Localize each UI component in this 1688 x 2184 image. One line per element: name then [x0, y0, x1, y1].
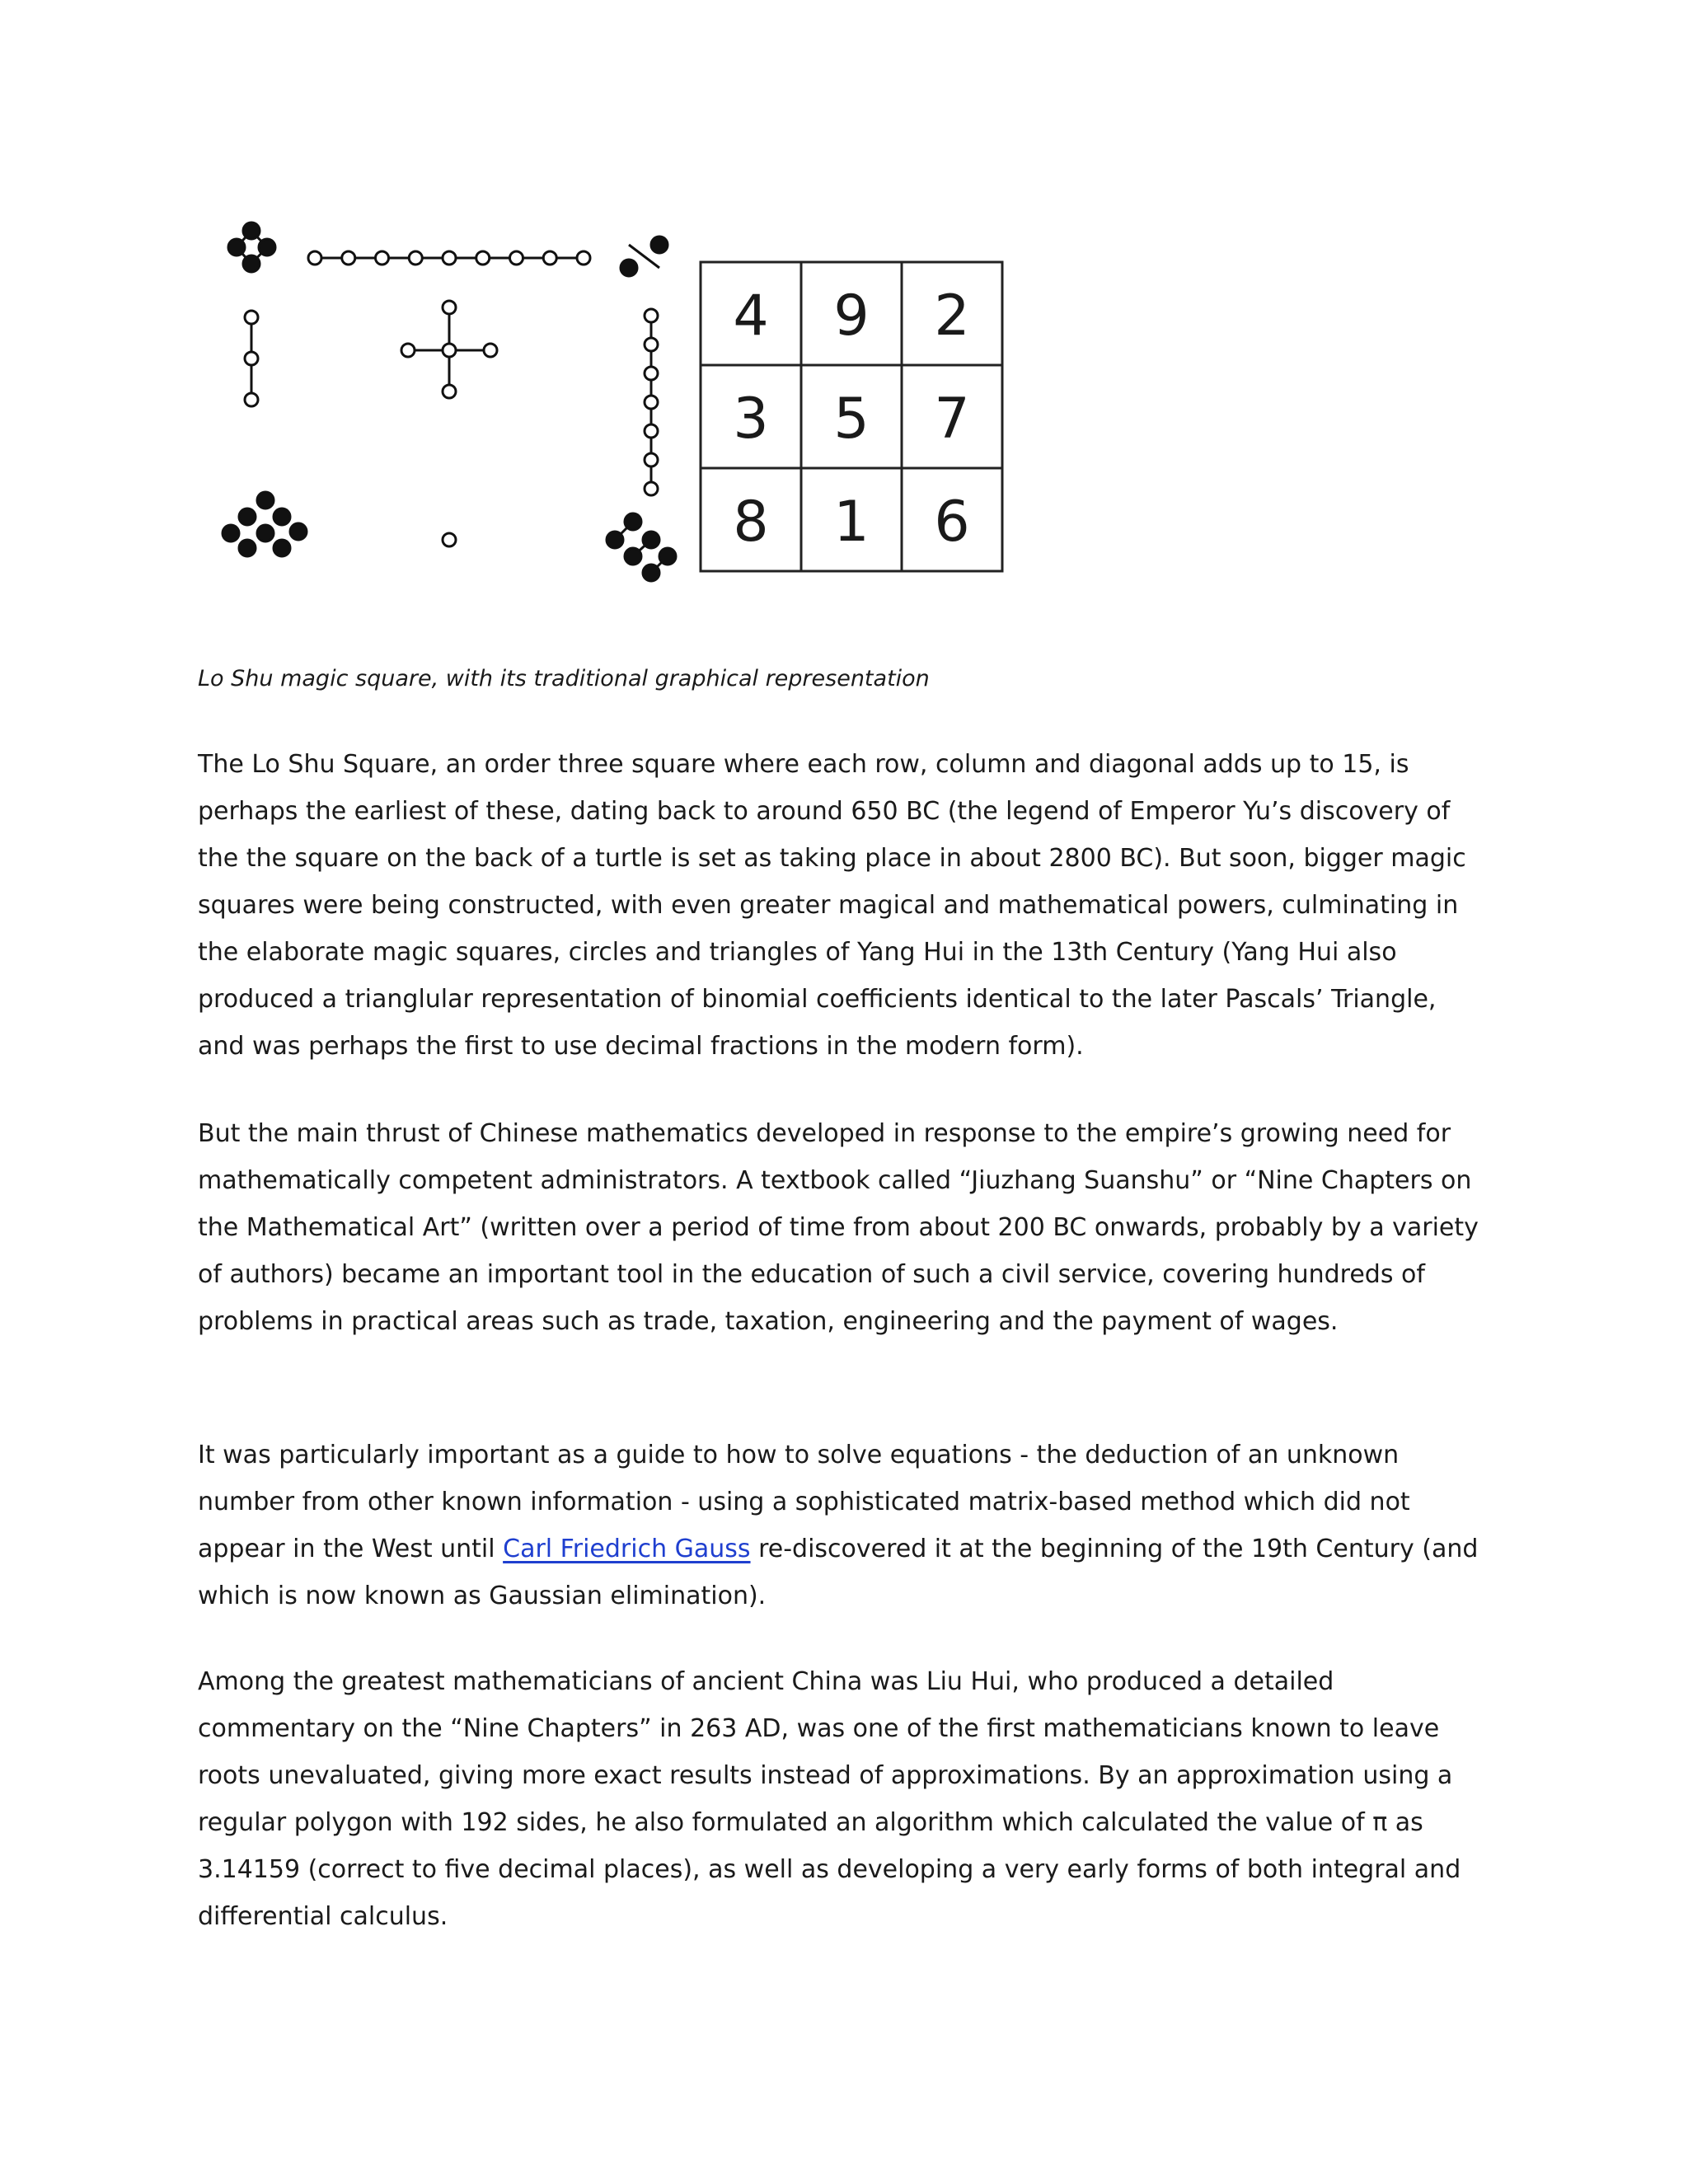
dot-four: [259, 239, 275, 255]
dot-nine: [443, 251, 456, 265]
dot-six: [625, 548, 641, 565]
dot-two: [651, 237, 668, 253]
dot-three: [245, 352, 258, 365]
lo-shu-figure: [206, 210, 1030, 622]
dot-six: [625, 513, 641, 530]
dot-seven: [645, 309, 658, 322]
dot-seven: [645, 396, 658, 409]
dot-three: [245, 393, 258, 406]
text-after-link: re-discovered it at the beginning of the 19th Century (and which is now known as Gaussian elimination).: [198, 1535, 1479, 1610]
dot-nine: [543, 251, 556, 265]
dot-six: [643, 532, 659, 548]
dot-seven: [645, 338, 658, 351]
dot-three: [245, 311, 258, 324]
dot-five: [443, 344, 456, 357]
square-cell-number: 6: [934, 490, 970, 555]
square-cell-number: 7: [934, 387, 970, 452]
dot-nine: [376, 251, 389, 265]
dot-eight: [274, 509, 290, 525]
square-cell-number: 1: [833, 490, 870, 555]
dot-five: [443, 301, 456, 314]
figure-caption: Lo Shu magic square, with its traditional graphical representation: [198, 666, 930, 691]
paragraph-liu-hui: Among the greatest mathematicians of ancient China was Liu Hui, who produced a detailed commentary on the “Nine Chapters” in 263 AD, was one of the first mathematicians known to leave roots unevaluated, giving more exact results instead of approximations. By an approximation using a regular polygon with 192 sides, he also formulated an algorithm which calculated the value of π as 3.14159 (correct to five decimal places), as well as developing a very early forms of both integral and differential calculus.: [198, 1667, 1461, 1931]
dot-six: [659, 548, 676, 565]
dot-six: [643, 565, 659, 581]
dot-nine: [577, 251, 590, 265]
dot-eight: [223, 525, 239, 541]
magic-square-grid: [701, 262, 1002, 571]
paragraph-nine-chapters: But the main thrust of Chinese mathematics developed in response to the empire’s growing need for mathematically competent administrators. A textbook called “Jiuzhang Suanshu” or “Nine Chapters on the Mathematical Art” (written over a period of time from about 200 BC onwards, probably by a variety of authors) became an important tool in the education of such a civil service, covering hundreds of problems in practical areas such as trade, taxation, engineering and the payment of wages.: [198, 1119, 1479, 1336]
text-before-link: It was particularly important as a guide to how to solve equations - the deduction of an unknown number from other known information - using a sophisticated matrix-based method which did not appear in the West until: [198, 1441, 1410, 1563]
square-cell-number: 3: [733, 387, 769, 452]
dot-nine: [342, 251, 355, 265]
dot-two: [621, 260, 637, 276]
square-cell-number: 2: [934, 284, 970, 349]
dot-eight: [239, 540, 256, 556]
dot-five: [484, 344, 497, 357]
carl-friedrich-gauss-link[interactable]: Carl Friedrich Gauss: [503, 1535, 751, 1563]
dot-seven: [645, 482, 658, 495]
dot-four: [243, 255, 260, 272]
square-cell-number: 4: [733, 284, 769, 349]
square-cell-number: 9: [833, 284, 870, 349]
dot-eight: [257, 525, 274, 541]
dot-one: [443, 533, 456, 546]
dot-diagram: [223, 223, 676, 581]
paragraph-gaussian: [198, 1432, 1484, 1619]
square-cell-number: 8: [733, 490, 769, 555]
dot-four: [228, 239, 245, 255]
dot-seven: [645, 453, 658, 466]
dot-eight: [239, 509, 256, 525]
dot-nine: [510, 251, 523, 265]
dot-nine: [476, 251, 490, 265]
square-cell-number: 5: [833, 387, 870, 452]
dot-six: [607, 532, 623, 548]
dot-eight: [290, 523, 307, 540]
dot-eight: [257, 492, 274, 509]
dot-five: [401, 344, 415, 357]
dot-seven: [645, 367, 658, 380]
dot-eight: [274, 540, 290, 556]
dot-five: [443, 385, 456, 398]
dot-seven: [645, 424, 658, 438]
dot-nine: [409, 251, 422, 265]
dot-nine: [308, 251, 321, 265]
dot-four: [243, 223, 260, 239]
paragraph-lo-shu: The Lo Shu Square, an order three square where each row, column and diagonal adds up to 15, is perhaps the earliest of these, dating back to around 650 BC (the legend of Emperor Yu’s discovery of the the square on the back of a turtle is set as taking place in about 2800 BC). But soon, bigger magic squares were being constructed, with even greater magical and mathematical powers, culminating in the elaborate magic squares, circles and triangles of Yang Hui in the 13th Century (Yang Hui also produced a trianglular representation of binomial coefficients identical to the later Pascals’ Triangle, and was perhaps the first to use decimal fractions in the modern form).: [198, 750, 1466, 1061]
lo-shu-graphic: [206, 210, 1030, 622]
